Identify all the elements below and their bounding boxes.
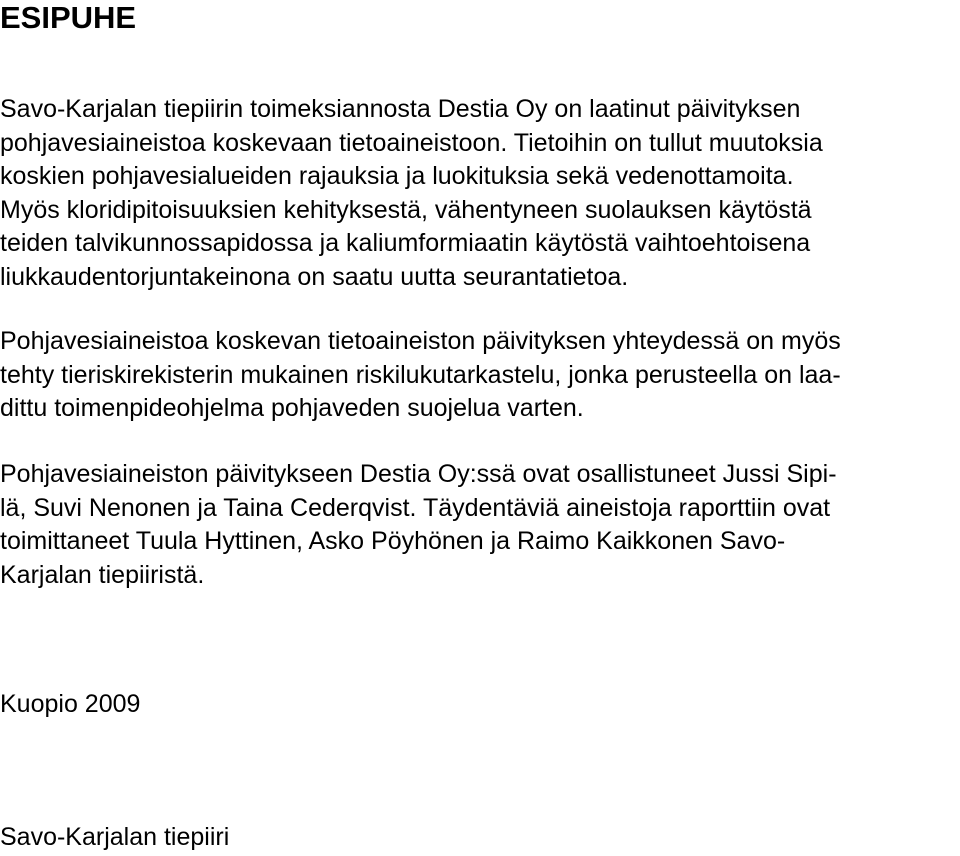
text-line: Karjalan tiepiiristä. [0,560,205,589]
page-title: ESIPUHE [0,0,137,35]
paragraph-contributors [0,458,960,592]
text-line: koskien pohjavesialueiden rajauksia ja luokituksia sekä vedenottamoita. [0,162,794,190]
place-date-text: Kuopio 2009 [0,690,141,718]
text-line: liukkaudentorjuntakeinona on saatu uutta seurantatietoa. [0,262,629,291]
text-line: toimittaneet Tuula Hyttinen, Asko Pöyhönen ja Raimo Kaikkonen Savo- [0,527,786,555]
text-line: pohjavesiaineistoa koskevaan tietoaineistoon. Tietoihin on tullut muutoksia [0,128,823,157]
text-line: Savo-Karjalan tiepiirin toimeksiannosta Destia Oy on laatinut päivityksen [0,95,801,123]
place-and-date [0,688,960,722]
text-line: teiden talvikunnossapidossa ja kaliumformiaatin käytöstä vaihtoehtoisena [0,229,811,257]
text-line: Pohjavesiaineistoa koskevan tietoaineiston päivityksen yhteydessä on myös [0,327,841,355]
text-line: tehty tieriskirekisterin mukainen riskilukutarkastelu, jonka perusteella on laa- [0,360,841,389]
text-line: Myös kloridipitoisuuksien kehityksestä, vähentyneen suolauksen käytöstä [0,195,812,224]
text-line: dittu toimenpideohjelma pohjaveden suojelua varten. [0,394,584,422]
paragraph-risk-assessment [0,325,960,426]
signature-text: Savo-Karjalan tiepiiri [0,823,230,851]
paragraph-introduction [0,93,960,294]
text-line: Pohjavesiaineiston päivitykseen Destia Oy:ssä ovat osallistuneet Jussi Sipi- [0,460,837,488]
signature [0,821,960,855]
text-line: lä, Suvi Nenonen ja Taina Cederqvist. Täydentäviä aineistoja raporttiin ovat [0,493,831,522]
